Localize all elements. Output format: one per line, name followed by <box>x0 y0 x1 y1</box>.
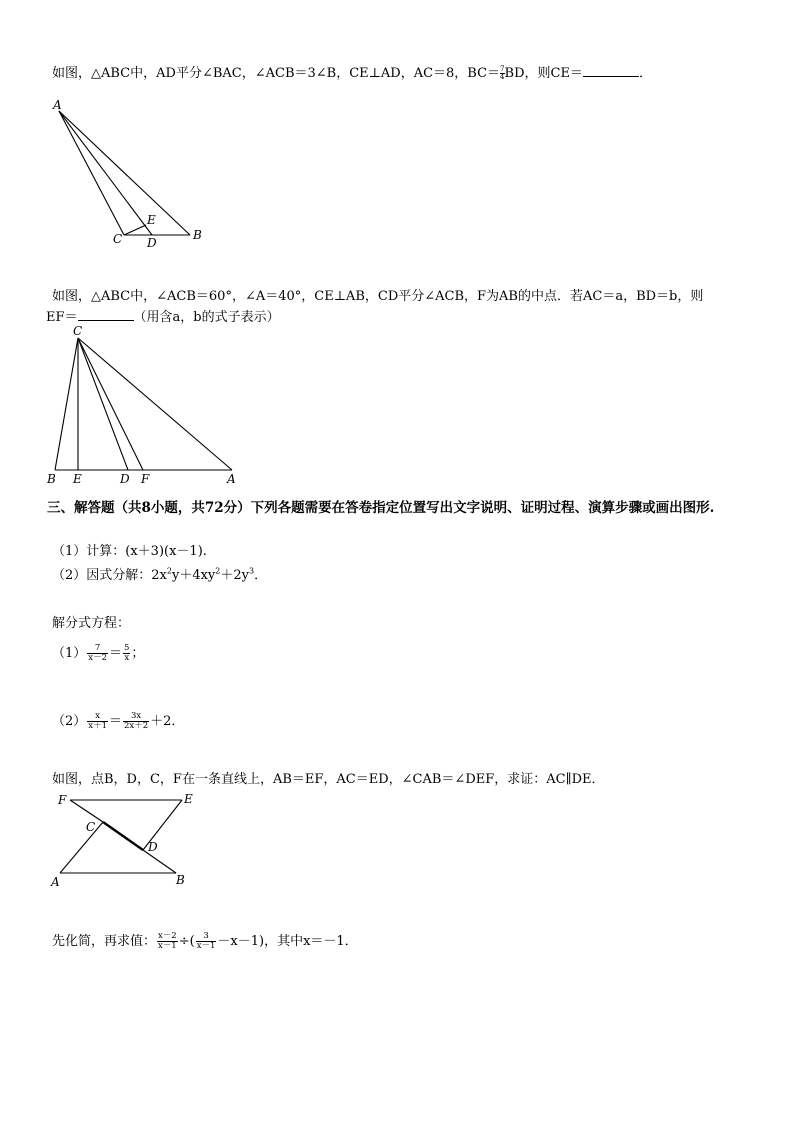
label-f: F <box>58 793 67 807</box>
label-f: F <box>141 472 150 486</box>
fraction-seven-fourths: $\frac{7}{4}$ <box>500 65 505 81</box>
segment-cd-thick <box>103 822 143 850</box>
problem-1-statement: 如图，△ABC中，AD平分∠BAC，∠ACB＝3∠B，CE⊥AD，AC＝8，BC＝ $\frac{7}{4}BD$，则CE＝ ． <box>52 65 652 81</box>
label-c: C <box>86 820 96 834</box>
fraction-left: $\frac{x}{x+1}$ <box>88 711 107 731</box>
label-b: B <box>176 873 185 887</box>
problem-4-part-1: （1） $\frac{7}{x-2}$ ＝ $\frac{5}{x}$ ； <box>52 643 145 663</box>
problem-4-title: 解分式方程： <box>52 616 131 631</box>
fraction-first: $\frac{x-2}{x-1}$ <box>158 931 177 951</box>
label-e: E <box>73 472 82 486</box>
problem-2-statement-line1: 如图，△ABC中，∠ACB＝60°，∠A＝40°，CE⊥AB，CD平分∠ACB，F为AB的中点．若AC＝a，BD＝b，则 <box>52 289 704 304</box>
fraction-right: $\frac{5}{x}$ <box>124 643 130 663</box>
label-a: A <box>53 98 62 112</box>
label-a: A <box>227 472 236 486</box>
problem-3-part-1: （1）计算：(x＋3)(x－1). <box>52 544 207 559</box>
segment-fc <box>70 800 103 822</box>
label-c: C <box>73 324 83 338</box>
fraction-right: $\frac{3x}{2x+2}$ <box>124 711 149 731</box>
problem-6-statement: 先化简，再求值： $\frac{x-2}{x-1}$ ÷( $\frac{3}{x-1}$ －x－1)，其中x＝－1． <box>52 931 358 951</box>
problem-5-statement: 如图，点B，D，C，F在一条直线上，AB＝EF，AC＝ED，∠CAB＝∠DEF，求证：AC∥DE． <box>52 772 605 787</box>
label-d: D <box>147 236 157 250</box>
label-c: C <box>113 232 123 246</box>
label-e: E <box>147 213 156 227</box>
fraction-left: $\frac{7}{x-2}$ <box>88 643 107 663</box>
problem-4-part-2: （2） $\frac{x}{x+1}$ ＝ $\frac{3x}{2x+2}$ ＋2． <box>52 711 185 731</box>
label-b: B <box>193 228 202 242</box>
label-a: A <box>51 875 60 889</box>
label-d: D <box>148 840 158 854</box>
label-b: B <box>47 472 56 486</box>
section-3-heading: 三、解答题（共8小题，共72分）下列各题需要在答卷指定位置写出文字说明、证明过程、演算步骤或画出图形. <box>47 500 715 516</box>
label-d: D <box>120 472 130 486</box>
problem-3-part-2: （2）因式分解：$2x^2y+4xy^2+2y^3$． <box>52 566 268 583</box>
fraction-second: $\frac{3}{x-1}$ <box>196 931 216 951</box>
label-e: E <box>184 792 193 806</box>
problem-2-statement-line2: EF＝ （用含a，b的式子表示） <box>46 310 280 325</box>
segment-ac <box>60 822 103 873</box>
